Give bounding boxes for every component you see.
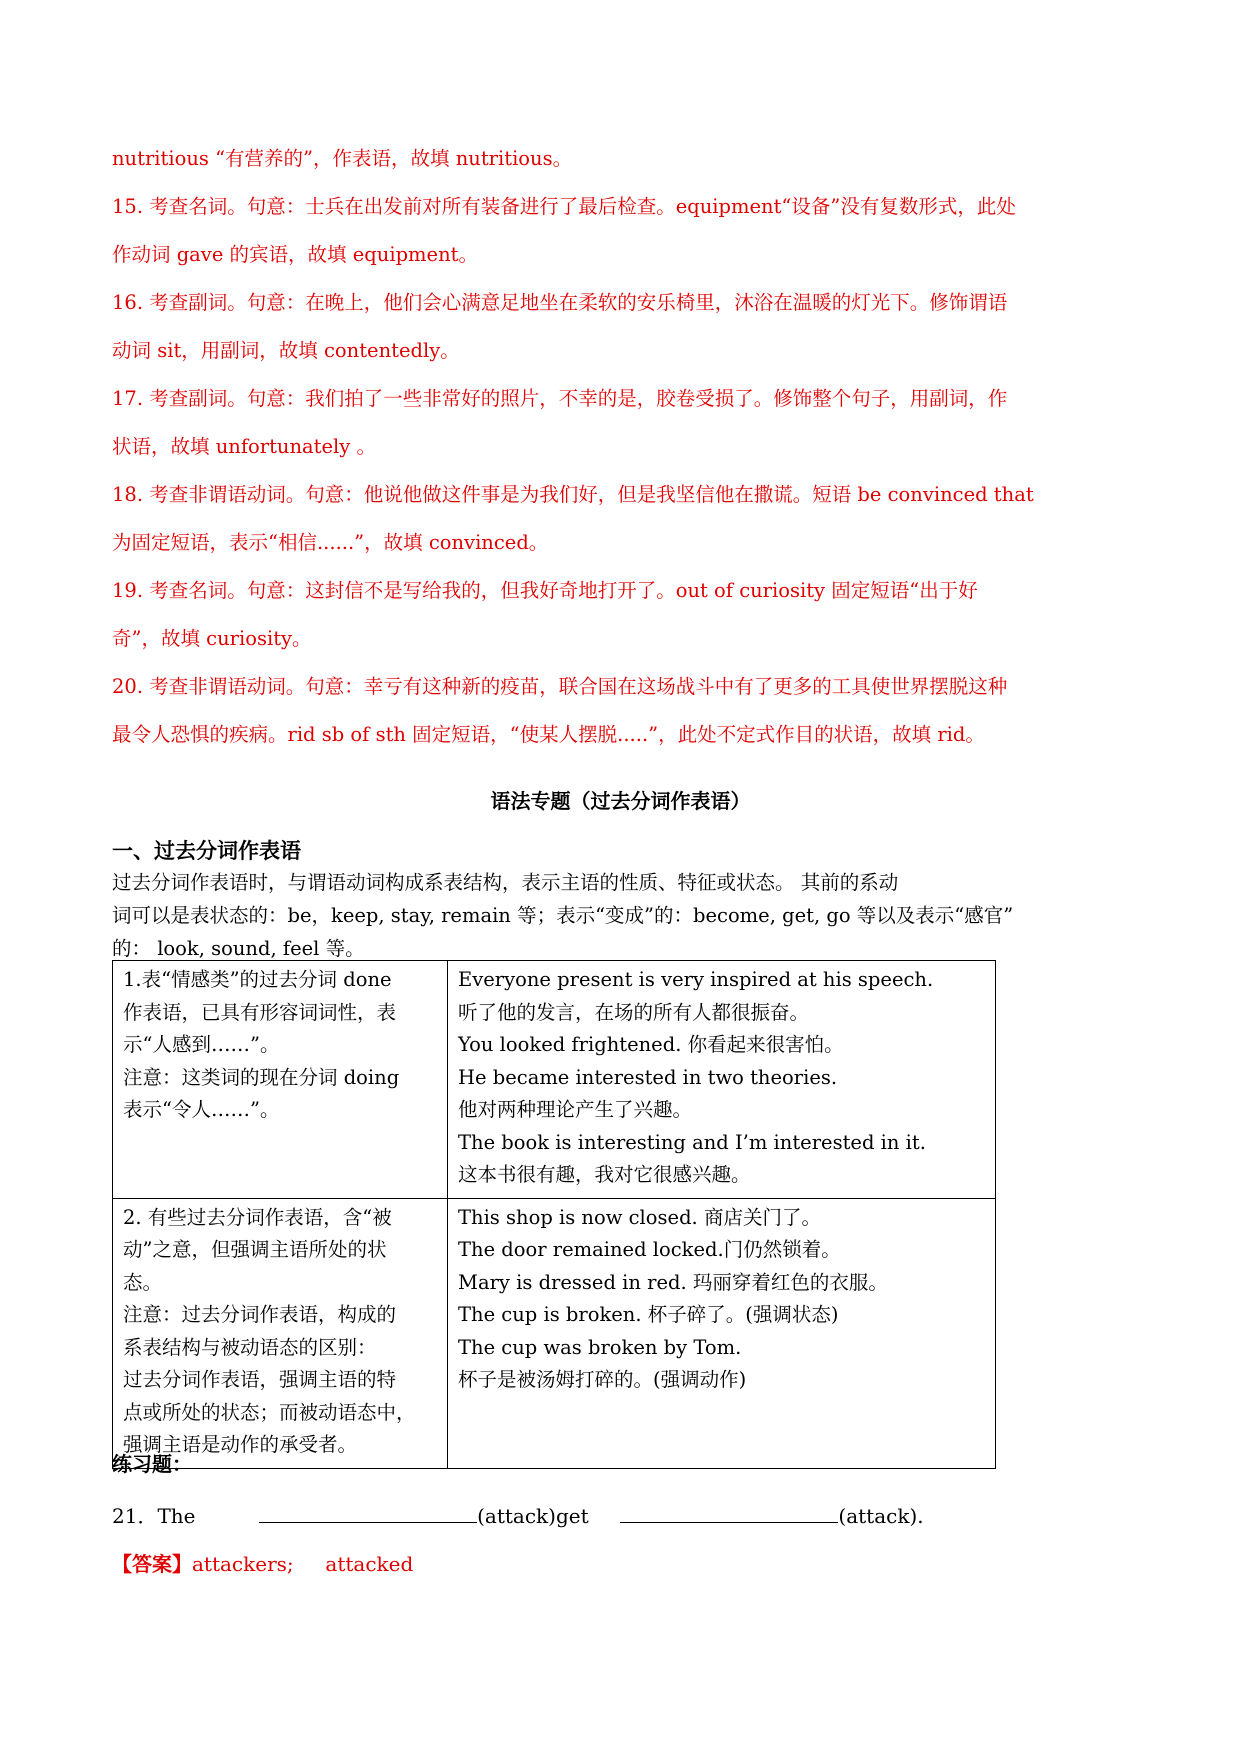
example-line: This shop is now closed. 商店关门了。 bbox=[458, 1205, 821, 1229]
intro-line: 的： look, sound, feel 等。 bbox=[112, 937, 365, 960]
rule-cell bbox=[113, 1198, 448, 1468]
answer-line: 15. 考查名词。句意：士兵在出发前对所有装备进行了最后检查。equipment“设备”没有复数形式，此处 bbox=[112, 195, 1016, 218]
rule-line: 作表语，已具有形容词词性，表 bbox=[123, 1000, 397, 1024]
example-line: The book is interesting and I’m interested in it. bbox=[458, 1130, 926, 1154]
rule-line: 点或所处的状态；而被动语态中， bbox=[123, 1400, 416, 1424]
answer-blank[interactable] bbox=[259, 1504, 477, 1523]
grammar-table bbox=[112, 960, 996, 1469]
example-line: The cup is broken. 杯子碎了。(强调状态) bbox=[458, 1303, 839, 1326]
answer-line-21 bbox=[112, 1548, 413, 1577]
example-line: Mary is dressed in red. 玛丽穿着红色的衣服。 bbox=[458, 1270, 888, 1294]
rule-line: 强调主语是动作的承受者。 bbox=[123, 1433, 358, 1456]
rule-line: 注意：过去分词作表语，构成的 bbox=[123, 1303, 397, 1326]
rule-line: 表示“令人……”。 bbox=[123, 1098, 280, 1121]
rule-line: 态。 bbox=[123, 1270, 163, 1294]
answer-line: 最令人恐惧的疾病。rid sb of sth 固定短语，“使某人摆脱.....”，此处不定式作目的状语，故填 rid。 bbox=[112, 723, 985, 746]
answer-line: 动词 sit，用副词，故填 contentedly。 bbox=[112, 339, 460, 362]
rule-cell bbox=[113, 961, 448, 1199]
rule-line: 示“人感到……”。 bbox=[123, 1033, 280, 1056]
example-line: 这本书很有趣，我对它很感兴趣。 bbox=[458, 1163, 751, 1186]
example-cell bbox=[448, 961, 996, 1199]
rule-line: 1.表“情感类”的过去分词 done bbox=[123, 968, 392, 991]
answer-line: 奇”，故填 curiosity。 bbox=[112, 627, 312, 650]
example-line: The door remained locked.门仍然锁着。 bbox=[458, 1238, 841, 1261]
answer-line: nutritious “有营养的”，作表语，故填 nutritious。 bbox=[112, 147, 573, 170]
example-line: 听了他的发言，在场的所有人都很振奋。 bbox=[458, 1000, 810, 1024]
rule-line: 注意：这类词的现在分词 doing bbox=[123, 1065, 400, 1089]
example-line: Everyone present is very inspired at his speech. bbox=[458, 968, 934, 991]
answer-tag: 【答案】 bbox=[112, 1552, 192, 1576]
answer-line: 状语，故填 unfortunately 。 bbox=[112, 435, 377, 458]
section-title: 语法专题（过去分词作表语） bbox=[490, 789, 751, 813]
rule-line: 动”之意，但强调主语所处的状 bbox=[123, 1238, 387, 1261]
question-hint: (attack). bbox=[838, 1504, 924, 1528]
example-line: You looked frightened. 你看起来很害怕。 bbox=[458, 1033, 844, 1056]
example-line: 杯子是被汤姆打碎的。(强调动作) bbox=[458, 1368, 747, 1391]
rule-line: 系表结构与被动语态的区别： bbox=[123, 1335, 377, 1359]
answer-line: 为固定短语，表示“相信......”，故填 convinced。 bbox=[112, 531, 549, 554]
answer-line: 20. 考查非谓语动词。句意：幸亏有这种新的疫苗，联合国在这场战斗中有了更多的工具使世界摆脱这种 bbox=[112, 675, 1008, 698]
example-line: 他对两种理论产生了兴趣。 bbox=[458, 1098, 693, 1121]
answer-explanations bbox=[112, 135, 1142, 759]
answer-value: attackers; attacked bbox=[192, 1552, 414, 1576]
question-21 bbox=[112, 1500, 924, 1529]
example-line: He became interested in two theories. bbox=[458, 1065, 838, 1089]
answer-blank[interactable] bbox=[620, 1504, 838, 1523]
answer-line: 作动词 gave 的宾语，故填 equipment。 bbox=[112, 243, 478, 266]
intro-paragraph bbox=[112, 866, 1132, 965]
table-row bbox=[113, 1198, 996, 1468]
answer-line: 17. 考查副词。句意：我们拍了一些非常好的照片，不幸的是，胶卷受损了。修饰整个句子，用副词，作 bbox=[112, 387, 1008, 410]
rule-line: 过去分词作表语，强调主语的特 bbox=[123, 1368, 397, 1391]
intro-line: 词可以是表状态的：be，keep, stay, remain 等；表示“变成”的：become, get, go 等以及表示“感官” bbox=[112, 904, 1014, 927]
question-number: 21．The bbox=[112, 1504, 196, 1528]
section-heading: 一、过去分词作表语 bbox=[112, 838, 301, 863]
intro-line: 过去分词作表语时，与谓语动词构成系表结构，表示主语的性质、特征或状态。 其前的系动 bbox=[112, 871, 899, 894]
practice-label: 练习题： bbox=[112, 1452, 192, 1476]
example-cell bbox=[448, 1198, 996, 1468]
answer-line: 18. 考查非谓语动词。句意：他说他做这件事是为我们好，但是我坚信他在撒谎。短语 be convinced that bbox=[112, 483, 1034, 506]
rule-line: 2. 有些过去分词作表语，含“被 bbox=[123, 1205, 392, 1229]
question-hint: (attack)get bbox=[477, 1504, 589, 1528]
table-row bbox=[113, 961, 996, 1199]
answer-line: 16. 考查副词。句意：在晚上，他们会心满意足地坐在柔软的安乐椅里，沐浴在温暖的灯光下。修饰谓语 bbox=[112, 291, 1008, 314]
answer-line: 19. 考查名词。句意：这封信不是写给我的，但我好奇地打开了。out of curiosity 固定短语“出于好 bbox=[112, 579, 978, 602]
example-line: The cup was broken by Tom. bbox=[458, 1335, 742, 1359]
